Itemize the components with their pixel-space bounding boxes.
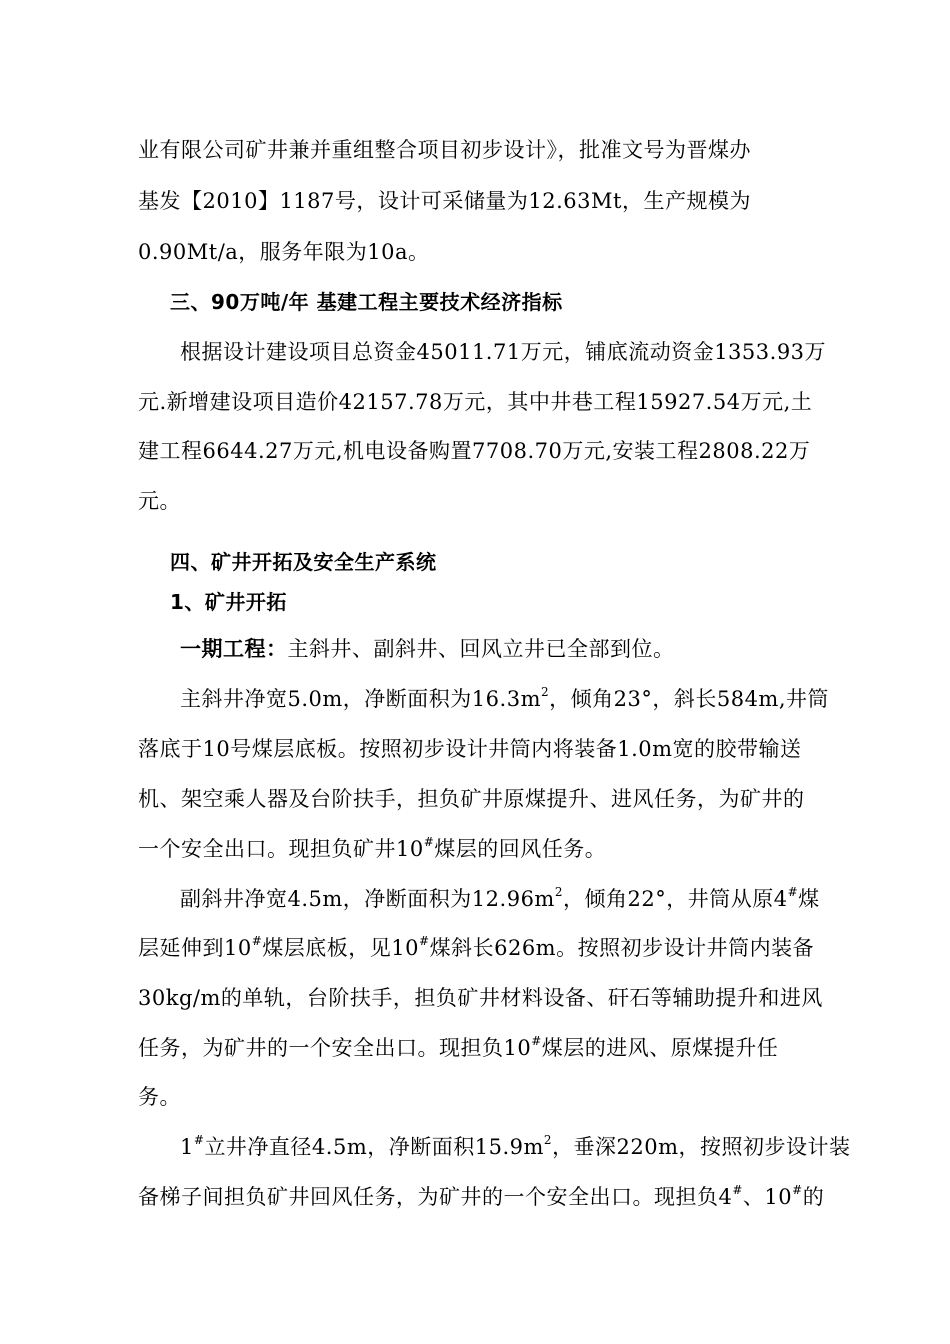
invest-line-2: 元.新增建设项目造价42157.78万元，其中井巷工程15927.54万元,土 xyxy=(138,390,813,414)
main-incline-text-c: 一个安全出口。现担负矿井10 xyxy=(138,837,424,861)
main-incline-text-b: ，倾角23°，斜长584m,井筒 xyxy=(549,687,830,711)
superscript: 2 xyxy=(543,1133,553,1147)
aux-incline-line-2 xyxy=(138,934,814,962)
superscript: # xyxy=(732,1183,743,1197)
intro-line-3: 0.90Mt/a，服务年限为10a。 xyxy=(138,240,430,264)
superscript: # xyxy=(423,835,435,849)
superscript: # xyxy=(792,1183,803,1197)
shaft-1-text-f: 的 xyxy=(802,1185,825,1209)
main-incline-line-3: 机、架空乘人器及台阶扶手，担负矿井原煤提升、进风任务，为矿井的 xyxy=(138,787,805,811)
aux-incline-text-d: 层延伸到10 xyxy=(138,936,252,960)
shaft-1-line-2 xyxy=(138,1183,824,1211)
main-incline-text-d: 煤层的回风任务。 xyxy=(434,837,607,861)
section-3-heading: 三、90万吨/年 基建工程主要技术经济指标 xyxy=(170,290,563,314)
aux-incline-text-g: 任务，为矿井的一个安全出口。现担负10 xyxy=(138,1036,532,1060)
shaft-1-text-c: ，垂深220m，按照初步设计装 xyxy=(552,1135,851,1159)
superscript: # xyxy=(531,1034,542,1048)
main-incline-line-2: 落底于10号煤层底板。按照初步设计井筒内将装备1.0m宽的胶带输送 xyxy=(138,737,802,761)
section-4-1-heading: 1、矿井开拓 xyxy=(170,590,287,614)
invest-line-1: 根据设计建设项目总资金45011.71万元，铺底流动资金1353.93万 xyxy=(180,340,827,364)
superscript: # xyxy=(251,934,263,948)
intro-line-2: 基发【2010】1187号，设计可采储量为12.63Mt，生产规模为 xyxy=(138,189,751,213)
section-4-heading: 四、矿井开拓及安全生产系统 xyxy=(170,550,437,574)
superscript: # xyxy=(419,934,430,948)
aux-incline-text-a: 副斜井净宽4.5m，净断面积为12.96m xyxy=(180,887,555,911)
aux-incline-line-3: 30kg/m的单轨，台阶扶手，担负矿井材料设备、矸石等辅助提升和进风 xyxy=(138,986,823,1010)
aux-incline-text-c: 煤 xyxy=(798,887,820,911)
shaft-1-text-a: 1 xyxy=(180,1135,194,1159)
shaft-1-text-e: 、10 xyxy=(742,1185,793,1209)
invest-line-3: 建工程6644.27万元,机电设备购置7708.70万元,安装工程2808.22万 xyxy=(138,439,811,463)
aux-incline-text-f: 煤斜长626m。按照初步设计井筒内装备 xyxy=(429,936,815,960)
shaft-1-text-b: 立井净直径4.5m，净断面积15.9m xyxy=(204,1135,544,1159)
aux-incline-text-e: 煤层底板，见10 xyxy=(262,936,420,960)
aux-incline-text-b: ，倾角22°，井筒从原4 xyxy=(562,887,788,911)
shaft-1-line-1 xyxy=(180,1133,851,1161)
aux-incline-line-1 xyxy=(180,885,820,913)
aux-incline-line-4 xyxy=(138,1034,778,1062)
aux-incline-line-5: 务。 xyxy=(138,1085,181,1109)
invest-line-4: 元。 xyxy=(138,489,181,513)
aux-incline-text-h: 煤层的进风、原煤提升任 xyxy=(541,1036,779,1060)
superscript: # xyxy=(787,885,799,899)
superscript: 2 xyxy=(540,685,550,699)
superscript: 2 xyxy=(554,885,563,899)
shaft-1-text-d: 备梯子间担负矿井回风任务，为矿井的一个安全出口。现担负4 xyxy=(138,1185,733,1209)
main-incline-text-a: 主斜井净宽5.0m，净断面积为16.3m xyxy=(180,687,541,711)
phase-1-text: 主斜井、副斜井、回风立井已全部到位。 xyxy=(287,637,675,661)
superscript: # xyxy=(193,1133,205,1147)
main-incline-line-1 xyxy=(180,685,829,713)
intro-line-1: 业有限公司矿井兼并重组整合项目初步设计》，批准文号为晋煤办 xyxy=(138,138,751,162)
phase-1-line xyxy=(180,635,675,663)
phase-1-label: 一期工程： xyxy=(180,637,288,661)
main-incline-line-4 xyxy=(138,835,606,863)
